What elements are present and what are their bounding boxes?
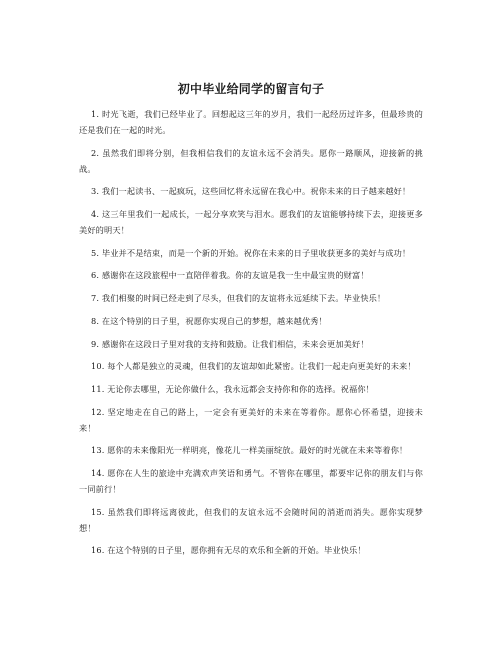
message-item: 2. 虽然我们即将分别，但我相信我们的友谊永远不会消失。愿你一路顺风，迎接新的挑战。 (79, 147, 423, 174)
message-item: 6. 感谢你在这段旅程中一直陪伴着我。你的友谊是我一生中最宝贵的财富！ (91, 270, 369, 281)
message-item: 10. 每个人都是独立的灵魂，但我们的友谊却如此紧密。让我们一起走向更美好的未来！ (91, 361, 416, 372)
message-item: 4. 这三年里我们一起成长，一起分享欢笑与泪水。愿我们的友谊能够持续下去，迎接更多美好的明天！ (79, 209, 423, 236)
message-item: 3. 我们一起读书、一起疯玩，这些回忆将永远留在我心中。祝你未来的日子越来越好！ (91, 186, 411, 197)
message-item: 14. 愿你在人生的旅途中充满欢声笑语和勇气。不管你在哪里，都要牢记你的朋友们与你一同前行！ (79, 467, 423, 494)
message-item: 16. 在这个特别的日子里，愿你拥有无尽的欢乐和全新的开始。毕业快乐！ (91, 545, 366, 556)
document-title: 初中毕业给同学的留言句子 (177, 82, 325, 96)
message-item: 7. 我们相聚的时间已经走到了尽头，但我们的友谊将永远延续下去。毕业快乐！ (91, 293, 386, 304)
message-item: 9. 感谢你在这段日子里对我的支持和鼓励。让我们相信，未来会更加美好！ (91, 338, 369, 349)
message-item: 11. 无论你去哪里，无论你做什么，我永远都会支持你和你的选择。祝福你！ (91, 383, 375, 394)
message-item: 5. 毕业并不是结束，而是一个新的开始。祝你在未来的日子里收获更多的美好与成功！ (91, 247, 411, 258)
message-item: 15. 虽然我们即将远离彼此，但我们的友谊永远不会随时间的消逝而消失。愿你实现梦想！ (79, 506, 423, 533)
message-item: 13. 愿你的未来像阳光一样明亮，像花儿一样美丽绽放。最好的时光就在未来等着你！ (91, 445, 408, 456)
message-item: 8. 在这个特别的日子里，祝愿你实现自己的梦想，越来越优秀！ (91, 315, 327, 326)
message-list (79, 106, 423, 565)
message-item: 12. 坚定地走在自己的路上，一定会有更美好的未来在等着你。愿你心怀希望，迎接未来！ (79, 406, 423, 433)
message-item: 1. 时光飞逝，我们已经毕业了。回想起这三年的岁月，我们一起经历过许多，但最珍贵的还是我们在一起的时光。 (79, 109, 423, 135)
